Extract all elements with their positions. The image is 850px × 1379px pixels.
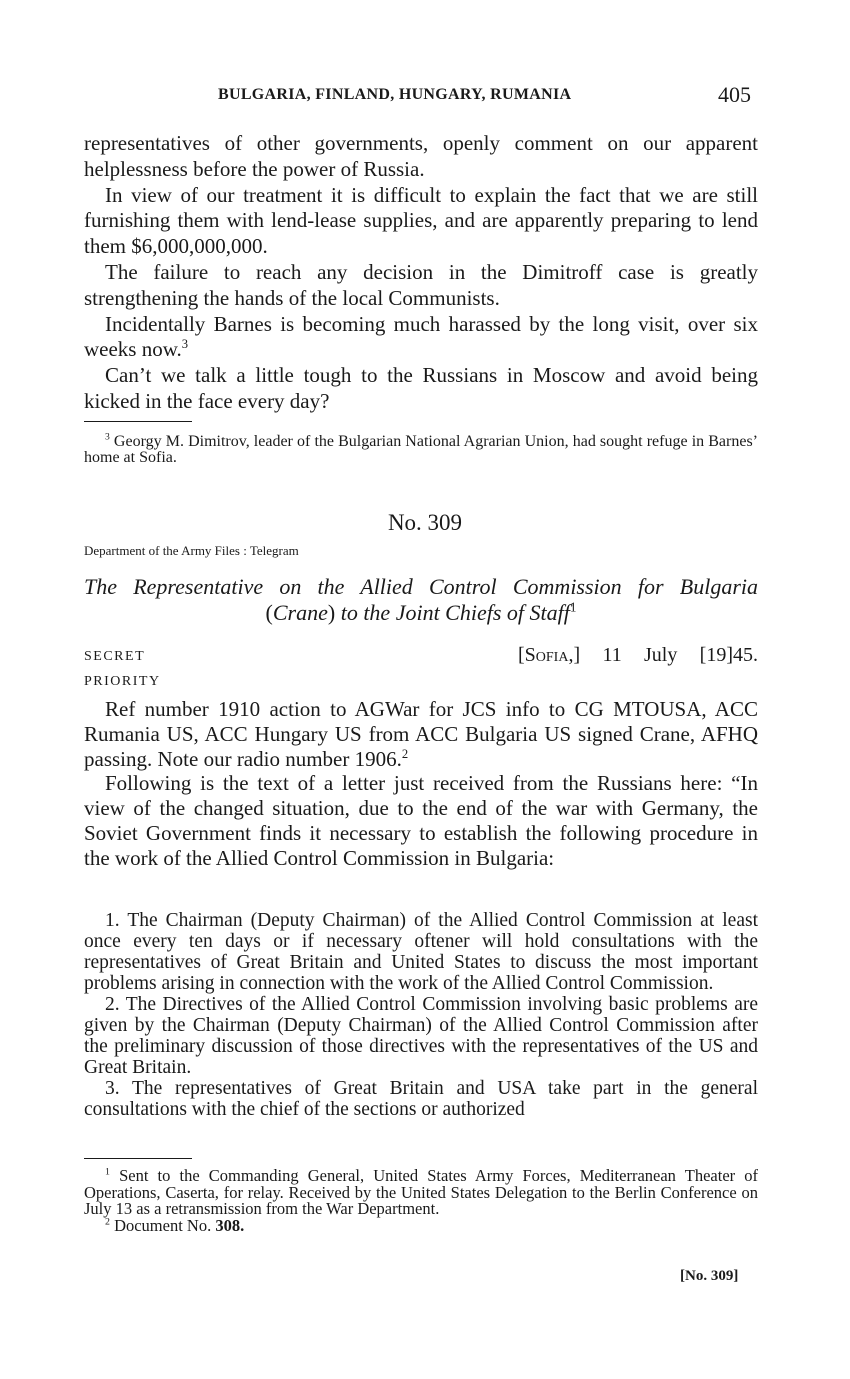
classification: SECRET [84, 649, 146, 664]
telegram-text [84, 697, 758, 871]
document-reference: 308. [215, 1215, 245, 1235]
list-item: 2. The Directives of the Allied Control Commission involving basic problems are given by the Chairman (Deputy Chairman) of the Allied Control Commission after the preliminary discussion of those directives with the representatives of the US and Great Britain. [84, 994, 758, 1078]
paragraph: Can’t we talk a little tough to the Russians in Moscow and avoid being kicked in the face every day? [84, 363, 758, 413]
dateline-date: 11 July [19]45. [602, 644, 759, 666]
footnote-ref: 1 [569, 599, 577, 615]
footnote-marker: 3 [105, 431, 110, 443]
dateline-place: [Sofia,] [518, 644, 581, 666]
footnote-ref: 2 [401, 746, 409, 761]
title-name: Crane [272, 600, 328, 625]
paragraph-text: Incidentally Barnes is becoming much harassed by the long visit, over six weeks now. [84, 311, 758, 362]
footnote-text: Georgy M. Dimitrov, leader of the Bulgarian National Agrarian Union, had sought refuge in Barnes’ home at Sofia. [84, 433, 759, 466]
running-head: BULGARIA, FINLAND, HUNGARY, RUMANIA [218, 86, 572, 103]
title-rest: to the Joint Chiefs of Staff [340, 600, 570, 625]
footnote [84, 1168, 758, 1218]
footnote-marker: 1 [105, 1166, 110, 1178]
dateline [518, 644, 758, 667]
list-item: 1. The Chairman (Deputy Chairman) of the Allied Control Commission at least once every ten days or if necessary oftener will hold consultations with the representatives of Great Britain and United States to discuss the most important problems arising in connection with the work of the Allied Control Commission. [84, 910, 758, 994]
footnote [84, 1215, 758, 1235]
title-line: The Representative on the Allied Control Commission for Bulgaria [84, 574, 758, 599]
continued-text [84, 131, 758, 415]
numbered-list [84, 910, 758, 1120]
paragraph: Following is the text of a letter just received from the Russians here: “In view of the changed situation, due to the end of the war with Germany, the Soviet Government finds it necessary to establish the following procedure in the work of the Allied Control Commission in Bulgaria: [84, 771, 758, 870]
footnote-rule [84, 1158, 192, 1159]
page-footer: [No. 309] [680, 1268, 739, 1284]
footnote-text: Sent to the Commanding General, United States Army Forces, Mediterranean Theater of Operations, Caserta, for relay. Received by the United States Delegation to the Berlin Conference on July 13 as a retransmission from the War Department. [84, 1166, 759, 1218]
footnote [84, 431, 759, 466]
paragraph: The failure to reach any decision in the Dimitroff case is greatly strengthening the hands of the local Communists. [84, 259, 758, 310]
footnote-text: Document No. [114, 1215, 212, 1235]
paragraph: representatives of other governments, openly comment on our apparent helplessness before the power of Russia. [84, 131, 758, 181]
document-title [84, 574, 758, 626]
document-number: No. 309 [387, 510, 463, 535]
paragraph [84, 312, 758, 364]
title-line: (Crane) to the Joint Chiefs of Staff$^1$ [265, 599, 577, 625]
footnote-marker: 2 [105, 1216, 110, 1227]
footnote-rule [84, 421, 192, 422]
page-number: 405 [718, 82, 751, 107]
paragraph-text: Ref number 1910 action to AGWar for JCS info to CG MTOUSA, ACC Rumania US, ACC Hungary US from ACC Bulgaria US signed Crane, AFHQ passing. Note our radio number 1906. [84, 697, 758, 771]
footnotes [84, 1168, 758, 1234]
footnote-ref: 3 [181, 337, 189, 352]
paragraph [84, 697, 758, 771]
paragraph: In view of our treatment it is difficult to explain the fact that we are still furnishing them with lend-lease supplies, and are apparently preparing to lend them $6,000,000,000. [84, 182, 758, 259]
source-line: Department of the Army Files : Telegram [84, 543, 299, 558]
list-item: 3. The representatives of Great Britain and USA take part in the general consultations with the chief of the sections or authorized [84, 1078, 758, 1120]
precedence: PRIORITY [84, 674, 161, 689]
